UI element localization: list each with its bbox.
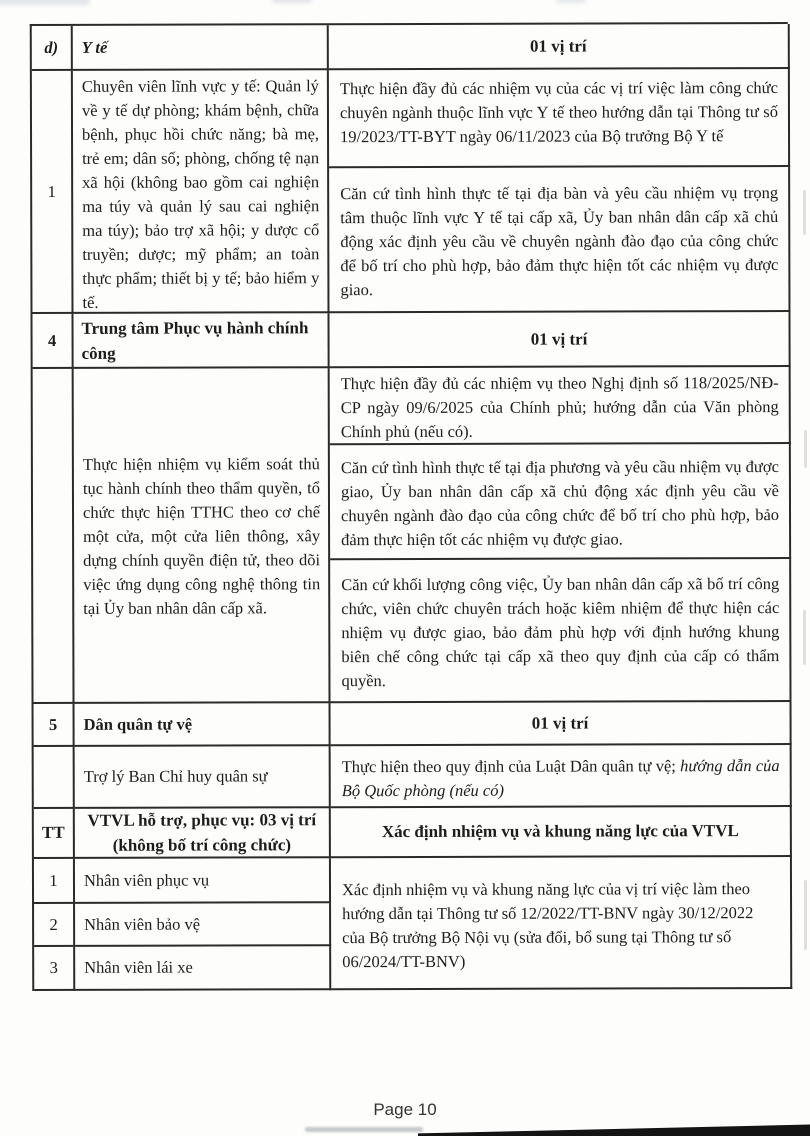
cell-tthc-no-empty bbox=[33, 369, 75, 704]
cell-support-2-no: 2 bbox=[34, 904, 75, 947]
cell-section-4-positions: 01 vị trí bbox=[329, 312, 790, 368]
cell-tthc-task-3: Căn cứ khối lượng công việc, Ủy ban nhân dân cấp xã bố trí công chức, viên chức chuyên trách hoặc kiêm nhiệm để thực hiện các nhiệm vụ được giao, bảo đảm phù hợp với định hướng khung biên chế công chức tại cấp xã theo quy định của cấp có thẩm quyền. bbox=[330, 559, 791, 703]
job-position-table bbox=[30, 22, 791, 991]
cell-support-task: Xác định nhiệm vụ và khung năng lực của vị trí việc làm theo hướng dẫn tại Thông tư số 12/2022/TT-BNV ngày 30/12/2022 của Bộ trưởng Bộ Nội vụ (sửa đổi, bổ sung tại Thông tư số 06/2024/TT-BNV) bbox=[331, 857, 792, 990]
cell-tt-header-task: Xác định nhiệm vụ và khung năng lực của VTVL bbox=[331, 807, 792, 858]
scan-edge-mark bbox=[804, 430, 807, 468]
cell-dqtv-task bbox=[331, 745, 792, 808]
scan-edge-mark bbox=[803, 190, 806, 235]
scan-smudge bbox=[556, 0, 586, 3]
cell-yte-name: Chuyên viên lĩnh vực y tế: Quản lý về y tế dự phòng; khám bệnh, chữa bệnh, phục hồi chức năng; bà mẹ, trẻ em; dân số; phòng, chống tệ nạn xã hội (không bao gồm cai nghiện ma túy và quản lý sau cai nghiện ma túy); bảo trợ xã hội; y dược cổ truyền; dược; mỹ phẩm; an toàn thực phẩm; thiết bị y tế; bảo hiểm y tế. bbox=[73, 70, 330, 314]
cell-support-2-name: Nhân viên bảo vệ bbox=[75, 903, 331, 947]
cell-tt-header-no: TT bbox=[34, 809, 75, 859]
cell-section-5-name: Dân quân tự vệ bbox=[75, 703, 331, 747]
cell-support-1-name: Nhân viên phục vụ bbox=[75, 858, 331, 904]
scan-edge-mark bbox=[803, 610, 806, 665]
cell-tthc-task-1: Thực hiện đầy đủ các nhiệm vụ theo Nghị định số 118/2025/NĐ-CP ngày 09/6/2025 của Chính phủ; hướng dẫn của Văn phòng Chính phủ (nếu có). bbox=[330, 367, 791, 445]
cell-section-5-no: 5 bbox=[34, 704, 75, 747]
cell-dqtv-no-empty bbox=[34, 747, 75, 809]
scan-edge-mark bbox=[804, 880, 807, 950]
cell-support-3-name: Nhân viên lái xe bbox=[75, 946, 331, 991]
dqtv-task-normal: Thực hiện theo quy định của Luật Dân quân tự vệ; bbox=[341, 755, 681, 776]
cell-section-4-no: 4 bbox=[32, 314, 73, 369]
cell-section-d-positions: 01 vị trí bbox=[329, 24, 790, 70]
page-number: Page 10 bbox=[373, 1100, 437, 1119]
cell-tt-header-name bbox=[75, 808, 331, 859]
cell-tthc-name: Thực hiện nhiệm vụ kiểm soát thủ tục hành chính theo thẩm quyền, tổ chức thực hiện TTHC theo cơ chế một cửa, một cửa liên thông, xây dựng chính quyền điện tử, theo dõi việc ứng dụng công nghệ thông tin tại Ủy ban nhân dân cấp xã. bbox=[74, 368, 331, 704]
tt-header-name-line1: VTVL hỗ trợ, phục vụ: 03 vị trí bbox=[87, 810, 317, 830]
scan-bottom-smear bbox=[305, 1127, 423, 1132]
cell-yte-task-2: Căn cứ tình hình thực tế tại địa bàn và yêu cầu nhiệm vụ trọng tâm thuộc lĩnh vực Y tế tại cấp xã, Ủy ban nhân dân cấp xã chủ động xác định yêu cầu về chuyên ngành đào đạo của công chức để bố trí cho phù hợp, bảo đảm thực hiện tốt các nhiệm vụ được giao. bbox=[329, 167, 790, 313]
scan-smudge bbox=[272, 0, 312, 3]
cell-yte-no: 1 bbox=[32, 71, 74, 314]
cell-section-d-no: d) bbox=[32, 26, 73, 71]
cell-yte-task-1: Thực hiện đầy đủ các nhiệm vụ của các vị trí việc làm công chức chuyên ngành thuộc lĩnh vực Y tế theo hướng dẫn tại Thông tư số 19/2023/TT-BYT ngày 06/11/2023 của Bộ trưởng Bộ Y tế bbox=[329, 69, 790, 168]
tt-header-name-line2: (không bố trí công chức) bbox=[112, 835, 292, 855]
cell-support-1-no: 1 bbox=[34, 859, 75, 904]
cell-tthc-task-2: Căn cứ tình hình thực tế tại địa phương và yêu cầu nhiệm vụ được giao, Ủy ban nhân dân cấp xã chủ động xác định yêu cầu về chuyên ngành đào đạo của công chức để bố trí cho phù hợp, bảo đảm thực hiện tốt các nhiệm vụ được giao. bbox=[330, 444, 791, 560]
cell-dqtv-name: Trợ lý Ban Chỉ huy quân sự bbox=[75, 746, 331, 809]
scan-smudge bbox=[0, 0, 90, 5]
dqtv-task-italic: hướng dẫn của Bộ Quốc phòng (nếu có) bbox=[341, 755, 780, 800]
cell-section-5-positions: 01 vị trí bbox=[331, 702, 792, 746]
scan-bottom-shadow bbox=[418, 1123, 810, 1136]
cell-section-4-name: Trung tâm Phục vụ hành chính công bbox=[73, 313, 329, 369]
cell-section-d-name: Y tế bbox=[73, 25, 329, 71]
cell-support-3-no: 3 bbox=[34, 947, 75, 991]
